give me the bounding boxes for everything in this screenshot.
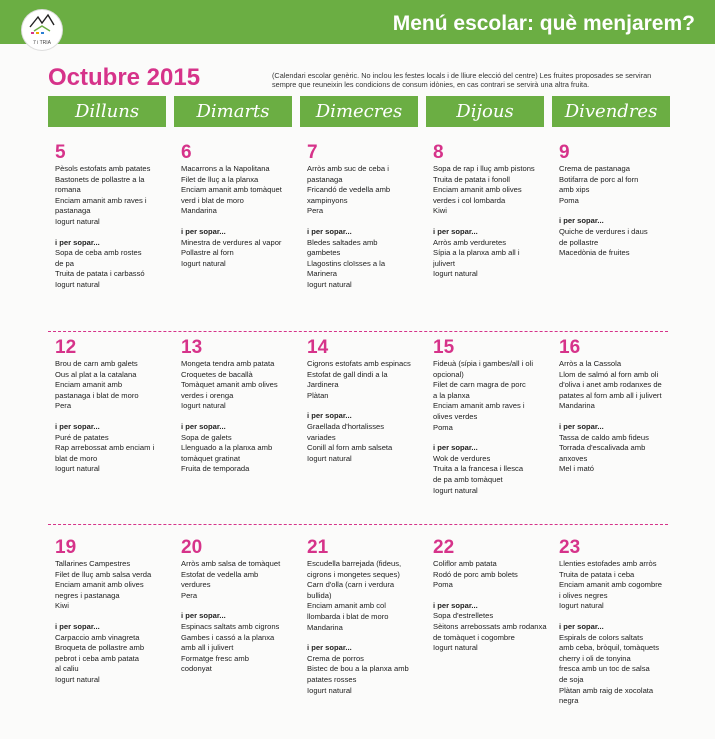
menu-line: al caliu <box>55 664 79 674</box>
menu-line: Filet de carn magra de porc <box>433 380 526 390</box>
lunch-menu <box>433 164 555 280</box>
menu-line: Sopa de rap i lluç amb pistons <box>433 164 535 173</box>
day-number: 7 <box>307 142 318 163</box>
menu-line: pastanaga <box>307 174 343 184</box>
menu-line: codonyat <box>181 664 212 674</box>
menu-line: verd i blat de moro <box>181 195 244 205</box>
lunch-menu <box>307 359 429 464</box>
menu-line: Rap arrebossat amb enciam i <box>55 443 155 453</box>
day-cell <box>55 338 177 475</box>
menu-line: Poma <box>433 580 453 590</box>
menu-line: Macedònia de fruites <box>559 248 630 258</box>
menu-line: Quiche de verdures i daus <box>559 226 648 236</box>
dinner-label: i per sopar... <box>181 226 226 236</box>
day-header-friday: Divendres <box>552 96 670 127</box>
lunch-menu <box>181 559 303 675</box>
day-cell <box>433 338 555 496</box>
bird-logo-icon <box>28 13 56 35</box>
menu-line: amb all i julivert <box>181 643 234 653</box>
menu-line: Fricandó de vedella amb <box>307 185 391 195</box>
day-cell <box>181 538 303 675</box>
menu-line: Truita de patata i fonoll <box>433 174 510 184</box>
day-number: 23 <box>559 537 581 558</box>
menu-line: Kiwi <box>433 206 447 216</box>
menu-line: llombarda i blat de moro <box>307 611 389 621</box>
menu-line: pastanaga i blat de moro <box>55 390 139 400</box>
menu-line: Enciam amanit amb tomàquet <box>181 185 282 195</box>
lunch-menu <box>307 164 429 291</box>
menu-line: Puré de patates <box>55 432 109 442</box>
day-cell <box>433 538 555 654</box>
menu-line: Cigrons estofats amb espinacs <box>307 359 411 368</box>
menu-line: variades <box>307 432 336 442</box>
lunch-menu <box>559 559 681 707</box>
menu-line: Conill al forn amb salseta <box>307 443 393 453</box>
menu-line: Bledes saltades amb <box>307 237 378 247</box>
menu-line: bullida) <box>307 590 332 600</box>
menu-line: Tassa de caldo amb fideus <box>559 432 649 442</box>
menu-line: Wok de verdures <box>433 453 491 463</box>
menu-line: Sopa d'estrelletes <box>433 611 494 621</box>
menu-line: Iogurt natural <box>433 643 478 653</box>
day-number: 16 <box>559 337 581 358</box>
menu-line: Estofat de vedella amb <box>181 569 259 579</box>
dinner-label: i per sopar... <box>433 600 478 610</box>
menu-line: Filet de lluç a la planxa <box>181 174 259 184</box>
lunch-menu <box>55 559 177 686</box>
menu-line: Enciam amanit amb cogombre <box>559 580 662 590</box>
menu-line: Tomàquet amanit amb olives <box>181 380 278 390</box>
menu-line: Pollastre al forn <box>181 248 234 258</box>
menu-line: de pollastre <box>559 237 599 247</box>
menu-line: pastanaga <box>55 206 91 216</box>
menu-line: anxoves <box>559 453 588 463</box>
day-cell <box>55 538 177 686</box>
menu-line: patates al forn amb all i julivert <box>559 390 662 400</box>
logo-text: 7 i TRIA <box>33 40 51 46</box>
dinner-label: i per sopar... <box>307 411 352 421</box>
menu-line: Escudella barrejada (fideus, <box>307 559 402 568</box>
menu-line: Ous al plat a la catalana <box>55 369 137 379</box>
menu-line: Bastonets de pollastre a la <box>55 174 145 184</box>
lunch-menu <box>307 559 429 696</box>
day-header-thursday: Dijous <box>426 96 544 127</box>
menu-line: Iogurt natural <box>181 401 226 411</box>
menu-line: Llagostins cloïsses a la <box>307 258 386 268</box>
menu-line: Sopa de ceba amb rostes <box>55 248 142 258</box>
dinner-label: i per sopar... <box>55 421 100 431</box>
menu-line: pebrot i ceba amb patata <box>55 653 140 663</box>
menu-line: cherry i oli de tonyina <box>559 653 631 663</box>
menu-line: a la planxa <box>433 390 470 400</box>
menu-line: Macarrons a la Napolitana <box>181 164 270 173</box>
menu-line: Truita de patata i ceba <box>559 569 635 579</box>
menu-line: Filet de lluç amb salsa verda <box>55 569 152 579</box>
day-cell <box>307 143 429 291</box>
menu-line: romana <box>55 185 81 195</box>
dinner-label: i per sopar... <box>559 621 604 631</box>
dinner-label: i per sopar... <box>433 226 478 236</box>
day-cell <box>559 143 681 259</box>
menu-line: Bistec de bou a la planxa amb <box>307 664 409 674</box>
menu-line: Enciam amanit amb raves i <box>55 195 147 205</box>
dinner-label: i per sopar... <box>307 643 352 653</box>
menu-line: Iogurt natural <box>307 279 352 289</box>
menu-line: Pera <box>307 206 324 216</box>
menu-line: Enciam amanit amb olives <box>55 580 144 590</box>
menu-line: Torrada d'escalivada amb <box>559 443 646 453</box>
menu-line: Marinera <box>307 269 337 279</box>
menu-line: Iogurt natural <box>55 216 100 226</box>
menu-line: Iogurt natural <box>307 453 352 463</box>
menu-line: Tallarines Campestres <box>55 559 131 568</box>
menu-line: Gambes i cassó a la planxa <box>181 632 275 642</box>
menu-line: Sopa de galets <box>181 432 232 442</box>
dinner-label: i per sopar... <box>55 621 100 631</box>
day-number: 6 <box>181 142 192 163</box>
menu-line: Fruita de temporada <box>181 464 250 474</box>
menu-line: Enciam amanit amb raves i <box>433 401 525 411</box>
menu-line: Iogurt natural <box>55 464 100 474</box>
menu-line: fresca amb un toc de salsa <box>559 664 650 674</box>
menu-line: Crema de pastanaga <box>559 164 630 173</box>
lunch-menu <box>55 359 177 475</box>
menu-line: Kiwi <box>55 601 69 611</box>
menu-line: Minestra de verdures al vapor <box>181 237 282 247</box>
day-number: 22 <box>433 537 455 558</box>
menu-line: blat de moro <box>55 453 98 463</box>
dinner-label: i per sopar... <box>55 237 100 247</box>
menu-line: olives verdes <box>433 411 478 421</box>
menu-line: de tomàquet i cogombre <box>433 632 515 642</box>
day-header-wednesday: Dimecres <box>300 96 418 127</box>
day-number: 20 <box>181 537 203 558</box>
dinner-label: i per sopar... <box>181 611 226 621</box>
menu-line: opcional) <box>433 369 464 379</box>
menu-line: negra <box>559 696 579 706</box>
menu-line: Mel i mató <box>559 464 595 474</box>
page-title: Menú escolar: què menjarem? <box>392 12 695 35</box>
menu-line: de pa amb tomàquet <box>433 474 503 484</box>
menu-line: Poma <box>433 422 453 432</box>
menu-line: Espinacs saltats amb cigrons <box>181 621 280 631</box>
menu-line: Coliflor amb patata <box>433 559 497 568</box>
menu-line: Sípia a la planxa amb all i <box>433 248 520 258</box>
menu-line: Enciam amanit amb col <box>307 601 386 611</box>
day-number: 8 <box>433 142 444 163</box>
menu-line: Iogurt natural <box>559 601 604 611</box>
menu-line: verdes i orenga <box>181 390 234 400</box>
lunch-menu <box>559 164 681 259</box>
menu-line: Pera <box>181 590 198 600</box>
week-divider <box>48 524 668 525</box>
day-header-monday: Dilluns <box>48 96 166 127</box>
menu-line: Carpaccio amb vinagreta <box>55 632 140 642</box>
menu-line: cigrons i mongetes seques) <box>307 569 400 579</box>
day-number: 14 <box>307 337 329 358</box>
menu-line: Iogurt natural <box>433 485 478 495</box>
menu-line: Iogurt natural <box>55 279 100 289</box>
menu-line: Mandarina <box>559 401 595 411</box>
menu-line: Pèsols estofats amb patates <box>55 164 151 173</box>
menu-line: Mandarina <box>307 622 343 632</box>
day-number: 12 <box>55 337 77 358</box>
menu-line: Truita a la francesa i llesca <box>433 464 524 474</box>
menu-line: amb xips <box>559 185 590 195</box>
menu-line: Formatge fresc amb <box>181 653 249 663</box>
day-cell <box>559 538 681 707</box>
menu-line: i olives negres <box>559 590 608 600</box>
menu-line: Pera <box>55 401 72 411</box>
day-header-tuesday: Dimarts <box>174 96 292 127</box>
menu-line: de soja <box>559 674 584 684</box>
menu-line: Croquetes de bacallà <box>181 369 253 379</box>
menu-line: Carn d'olla (carn i verdura <box>307 580 395 590</box>
day-cell <box>181 143 303 269</box>
menu-line: Mongeta tendra amb patata <box>181 359 275 368</box>
month-title: Octubre 2015 <box>48 64 201 91</box>
day-number: 13 <box>181 337 203 358</box>
day-cell <box>559 338 681 475</box>
day-cell <box>181 338 303 475</box>
menu-line: Iogurt natural <box>307 685 352 695</box>
menu-line: verdes i col lombarda <box>433 195 506 205</box>
day-number: 5 <box>55 142 66 163</box>
dinner-label: i per sopar... <box>559 421 604 431</box>
lunch-menu <box>433 559 555 654</box>
menu-line: Jardinera <box>307 380 339 390</box>
menu-line: Plàtan <box>307 390 329 400</box>
lunch-menu <box>559 359 681 475</box>
menu-line: Fideuà (sípia i gambes/all i oli <box>433 359 534 368</box>
menu-line: Rodó de porc amb bolets <box>433 569 518 579</box>
day-cell <box>55 143 177 291</box>
menu-line: julivert <box>433 258 455 268</box>
menu-line: gambetes <box>307 248 341 258</box>
menu-line: Graellada d'hortalisses <box>307 421 385 431</box>
menu-line: Iogurt natural <box>181 258 226 268</box>
menu-line: Iogurt natural <box>55 674 100 684</box>
day-cell <box>307 338 429 464</box>
dinner-label: i per sopar... <box>181 421 226 431</box>
menu-line: Sèitons arrebossats amb rodanxa <box>433 621 547 631</box>
menu-line: Crema de porros <box>307 653 364 663</box>
calendar-note: (Calendari escolar genèric. No inclou les festes locals i de lliure elecció del centre) Les fruites proposades se serviran sempre que reuneixin les condicions de consum idònies, en cas contrari se servirà una altra fruita. <box>272 71 652 89</box>
menu-line: Llenguado a la planxa amb <box>181 443 273 453</box>
week-divider <box>48 331 668 332</box>
lunch-menu <box>181 164 303 269</box>
menu-line: Plàtan amb raig de xocolata <box>559 685 654 695</box>
menu-line: Brou de carn amb galets <box>55 359 138 368</box>
day-number: 21 <box>307 537 329 558</box>
day-cell <box>307 538 429 696</box>
menu-line: verdures <box>181 580 211 590</box>
menu-line: Truita de patata i carbassó <box>55 269 145 279</box>
menu-line: amb ceba, bròquil, tomàquets <box>559 643 660 653</box>
menu-line: Estofat de gall dindi a la <box>307 369 388 379</box>
menu-line: patates rosses <box>307 674 357 684</box>
menu-line: Botifarra de porc al forn <box>559 174 639 184</box>
menu-line: d'oliva i anet amb rodanxes de <box>559 380 662 390</box>
menu-line: Broqueta de pollastre amb <box>55 643 145 653</box>
menu-line: Arròs amb suc de ceba i <box>307 164 389 173</box>
dinner-label: i per sopar... <box>559 216 604 226</box>
menu-line: Llom de salmó al forn amb oli <box>559 369 659 379</box>
menu-line: Mandarina <box>181 206 217 216</box>
day-cell <box>433 143 555 280</box>
dinner-label: i per sopar... <box>433 443 478 453</box>
menu-line: Arròs a la Cassola <box>559 359 622 368</box>
menu-line: Enciam amanit amb <box>55 380 123 390</box>
lunch-menu <box>433 359 555 496</box>
menu-line: tomàquet gratinat <box>181 453 241 463</box>
menu-line: Poma <box>559 195 579 205</box>
menu-line: Enciam amanit amb olives <box>433 185 522 195</box>
menu-line: Espirals de colors saltats <box>559 632 643 642</box>
school-logo <box>22 10 62 50</box>
menu-line: de pa <box>55 258 75 268</box>
menu-line: Iogurt natural <box>433 269 478 279</box>
menu-line: xampinyons <box>307 195 348 205</box>
day-number: 15 <box>433 337 455 358</box>
menu-line: Arròs amb verduretes <box>433 237 507 247</box>
menu-line: negres i pastanaga <box>55 590 120 600</box>
menu-line: Llenties estofades amb arròs <box>559 559 657 568</box>
menu-line: Arròs amb salsa de tomàquet <box>181 559 281 568</box>
day-number: 19 <box>55 537 77 558</box>
lunch-menu <box>181 359 303 475</box>
dinner-label: i per sopar... <box>307 226 352 236</box>
day-number: 9 <box>559 142 570 163</box>
lunch-menu <box>55 164 177 291</box>
